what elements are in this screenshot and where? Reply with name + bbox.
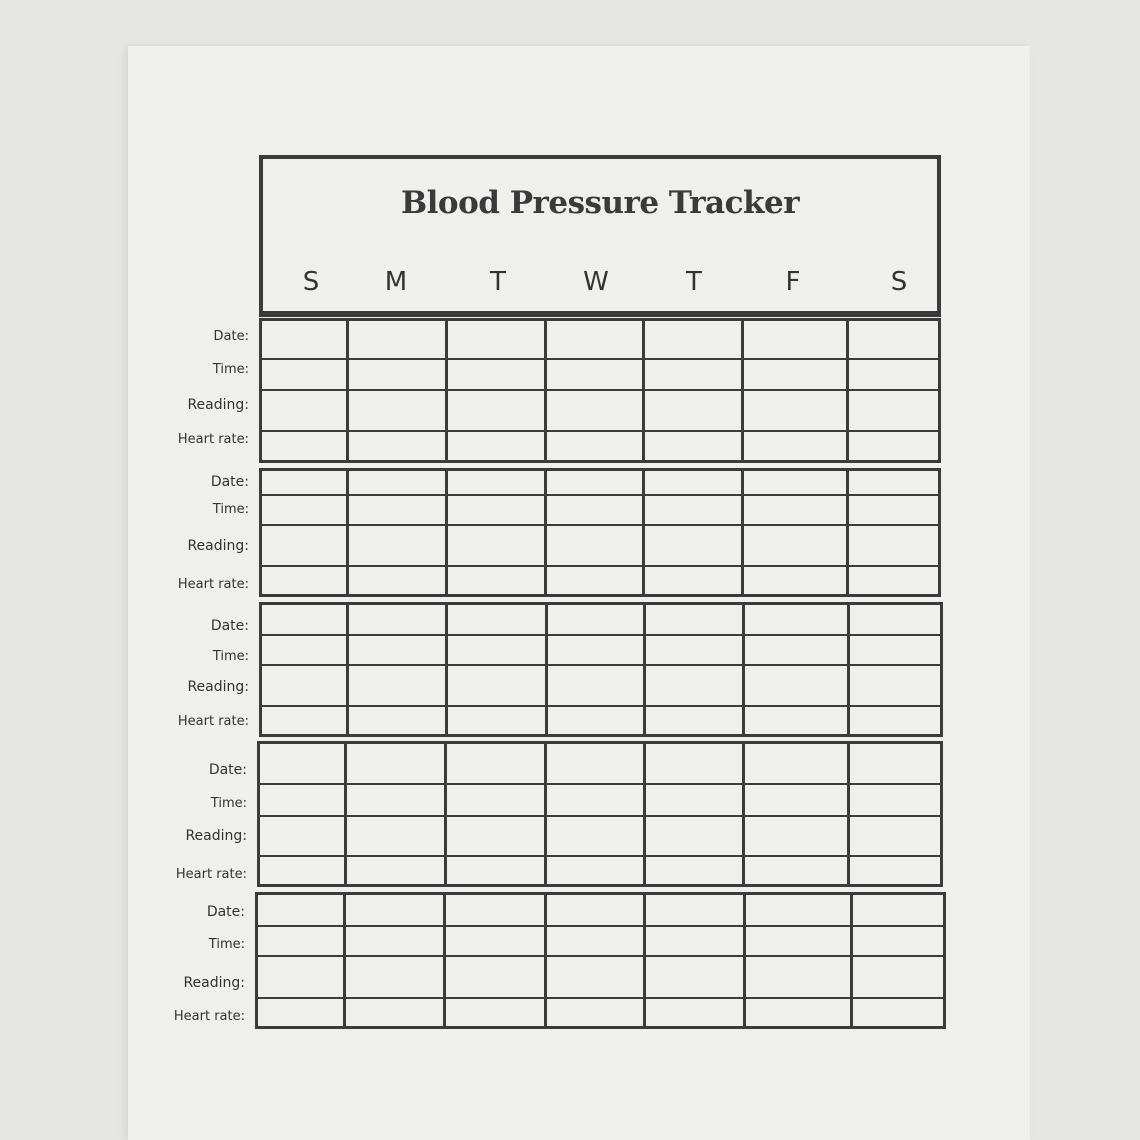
cell-reading-tue[interactable] [448, 392, 544, 429]
day-header-wednesday: W [583, 267, 609, 297]
cell-reading-sun[interactable] [262, 818, 344, 854]
cell-date-sun[interactable] [264, 321, 346, 357]
cell-reading-tue[interactable] [448, 667, 545, 704]
cell-reading-sat[interactable] [853, 958, 942, 996]
cell-heart-rate-fri[interactable] [744, 568, 846, 596]
row-divider [258, 997, 943, 999]
cell-heart-rate-fri[interactable] [745, 708, 847, 736]
row-divider [262, 664, 940, 666]
cell-time-wed[interactable] [547, 497, 642, 523]
cell-time-sun[interactable] [262, 786, 344, 814]
row-label-time: Time: [212, 502, 249, 517]
row-label-heart-rate: Heart rate: [177, 714, 249, 729]
week-block-2 [259, 468, 941, 597]
cell-time-fri[interactable] [746, 928, 849, 954]
row-label-date: Date: [206, 904, 245, 920]
cell-heart-rate-sun[interactable] [260, 1000, 343, 1028]
cell-reading-wed[interactable] [547, 958, 643, 996]
cell-reading-sat[interactable] [850, 818, 939, 854]
cell-time-wed[interactable] [548, 637, 643, 663]
cell-heart-rate-sat[interactable] [850, 858, 939, 886]
cell-heart-rate-tue[interactable] [447, 858, 544, 886]
row-divider [262, 494, 938, 496]
cell-date-thu[interactable] [646, 895, 743, 924]
cell-heart-rate-tue[interactable] [448, 568, 544, 596]
cell-heart-rate-fri[interactable] [744, 433, 846, 462]
cell-date-wed[interactable] [547, 744, 643, 782]
cell-reading-mon[interactable] [349, 667, 446, 704]
cell-heart-rate-mon[interactable] [346, 1000, 444, 1028]
row-label-date: Date: [208, 762, 247, 778]
row-label-date: Date: [210, 618, 249, 634]
cell-time-fri[interactable] [744, 497, 846, 523]
cell-date-fri[interactable] [745, 744, 847, 782]
cell-reading-mon[interactable] [349, 392, 445, 429]
cell-reading-tue[interactable] [447, 818, 544, 854]
cell-heart-rate-fri[interactable] [746, 1000, 849, 1028]
cell-time-thu[interactable] [645, 497, 741, 523]
cell-time-sat[interactable] [849, 361, 937, 388]
cell-heart-rate-sun[interactable] [264, 433, 346, 462]
row-label-time: Time: [212, 362, 249, 377]
cell-time-sat[interactable] [850, 637, 939, 663]
cell-time-sat[interactable] [849, 497, 937, 523]
row-divider [262, 634, 940, 636]
cell-date-tue[interactable] [448, 321, 544, 357]
cell-time-thu[interactable] [645, 361, 741, 388]
cell-reading-wed[interactable] [547, 392, 642, 429]
cell-date-sat[interactable] [850, 744, 939, 782]
row-label-time: Time: [208, 937, 245, 952]
cell-time-sat[interactable] [853, 928, 942, 954]
cell-reading-wed[interactable] [547, 527, 642, 564]
cell-reading-tue[interactable] [446, 958, 544, 996]
cell-reading-sun[interactable] [260, 958, 343, 996]
day-header-tuesday: T [490, 267, 506, 297]
cell-time-tue[interactable] [448, 361, 544, 388]
cell-time-sat[interactable] [850, 786, 939, 814]
cell-date-fri[interactable] [745, 605, 847, 633]
row-label-reading: Reading: [187, 397, 249, 413]
cell-reading-thu[interactable] [645, 527, 741, 564]
row-divider [262, 389, 938, 391]
cell-heart-rate-fri[interactable] [745, 858, 847, 886]
cell-reading-mon[interactable] [347, 818, 444, 854]
cell-reading-thu[interactable] [645, 392, 741, 429]
cell-time-sun[interactable] [264, 637, 346, 663]
cell-date-fri[interactable] [744, 471, 846, 493]
cell-reading-thu[interactable] [646, 958, 743, 996]
cell-reading-sun[interactable] [264, 392, 346, 429]
cell-date-sat[interactable] [853, 895, 942, 924]
cell-date-wed[interactable] [547, 471, 642, 493]
cell-date-wed[interactable] [547, 895, 643, 924]
cell-reading-fri[interactable] [746, 958, 849, 996]
cell-date-sun[interactable] [264, 471, 346, 493]
cell-date-sun[interactable] [260, 895, 343, 924]
tracker-header [259, 155, 941, 317]
cell-heart-rate-thu[interactable] [645, 433, 741, 462]
cell-time-sun[interactable] [264, 497, 346, 523]
week-block-1 [259, 318, 941, 463]
cell-reading-sat[interactable] [849, 527, 937, 564]
row-label-reading: Reading: [187, 679, 249, 695]
cell-reading-fri[interactable] [744, 392, 846, 429]
cell-heart-rate-tue[interactable] [446, 1000, 544, 1028]
cell-heart-rate-mon[interactable] [349, 433, 445, 462]
day-header-saturday: S [890, 267, 908, 297]
row-divider [258, 955, 943, 957]
cell-reading-fri[interactable] [745, 667, 847, 704]
row-label-time: Time: [210, 796, 247, 811]
cell-date-mon[interactable] [349, 321, 445, 357]
cell-date-mon[interactable] [349, 471, 445, 493]
cell-time-thu[interactable] [646, 928, 743, 954]
cell-heart-rate-mon[interactable] [347, 858, 444, 886]
cell-date-tue[interactable] [448, 471, 544, 493]
cell-date-thu[interactable] [645, 321, 741, 357]
cell-heart-rate-sat[interactable] [849, 568, 937, 596]
row-label-time: Time: [212, 649, 249, 664]
cell-reading-fri[interactable] [744, 527, 846, 564]
row-divider [260, 855, 940, 857]
cell-reading-sun[interactable] [264, 527, 346, 564]
cell-time-thu[interactable] [646, 786, 742, 814]
cell-time-sun[interactable] [264, 361, 346, 388]
cell-time-wed[interactable] [547, 786, 643, 814]
cell-time-tue[interactable] [446, 928, 544, 954]
cell-time-mon[interactable] [349, 497, 445, 523]
row-label-reading: Reading: [187, 538, 249, 554]
day-header-friday: F [785, 267, 801, 297]
cell-heart-rate-sat[interactable] [850, 708, 939, 736]
cell-date-fri[interactable] [744, 321, 846, 357]
cell-heart-rate-thu[interactable] [646, 1000, 743, 1028]
row-label-heart-rate: Heart rate: [173, 1009, 245, 1024]
cell-date-sat[interactable] [850, 605, 939, 633]
cell-time-tue[interactable] [448, 497, 544, 523]
cell-reading-thu[interactable] [646, 818, 742, 854]
cell-time-mon[interactable] [346, 928, 444, 954]
row-divider [262, 565, 938, 567]
cell-date-wed[interactable] [547, 321, 642, 357]
cell-date-tue[interactable] [446, 895, 544, 924]
day-header-monday: M [384, 267, 408, 297]
cell-time-mon[interactable] [349, 637, 446, 663]
cell-time-sun[interactable] [260, 928, 343, 954]
cell-time-tue[interactable] [448, 637, 545, 663]
cell-reading-thu[interactable] [646, 667, 742, 704]
cell-date-thu[interactable] [645, 471, 741, 493]
cell-heart-rate-thu[interactable] [646, 708, 742, 736]
day-header-sunday: S [302, 267, 320, 297]
cell-date-sat[interactable] [849, 321, 937, 357]
week-block-4 [257, 741, 943, 887]
row-divider [262, 430, 938, 432]
row-label-date: Date: [213, 329, 249, 344]
row-divider [262, 358, 938, 360]
row-divider [258, 925, 943, 927]
cell-heart-rate-sun[interactable] [264, 568, 346, 596]
row-label-heart-rate: Heart rate: [177, 432, 249, 447]
row-label-reading: Reading: [183, 975, 245, 991]
cell-date-mon[interactable] [346, 895, 444, 924]
row-divider [260, 815, 940, 817]
cell-heart-rate-sat[interactable] [849, 433, 937, 462]
cell-reading-wed[interactable] [547, 818, 643, 854]
cell-date-sun[interactable] [264, 605, 346, 633]
cell-time-fri[interactable] [745, 786, 847, 814]
cell-date-fri[interactable] [746, 895, 849, 924]
day-header-thursday: T [686, 267, 702, 297]
week-block-5 [255, 892, 946, 1029]
cell-reading-sat[interactable] [850, 667, 939, 704]
cell-heart-rate-wed[interactable] [547, 568, 642, 596]
cell-reading-tue[interactable] [448, 527, 544, 564]
cell-time-fri[interactable] [745, 637, 847, 663]
cell-heart-rate-wed[interactable] [547, 1000, 643, 1028]
cell-time-fri[interactable] [744, 361, 846, 388]
cell-heart-rate-mon[interactable] [349, 568, 445, 596]
cell-date-sun[interactable] [262, 744, 344, 782]
cell-date-tue[interactable] [448, 605, 545, 633]
cell-time-wed[interactable] [547, 928, 643, 954]
cell-heart-rate-tue[interactable] [448, 433, 544, 462]
cell-heart-rate-wed[interactable] [547, 858, 643, 886]
cell-reading-fri[interactable] [745, 818, 847, 854]
row-divider [262, 705, 940, 707]
cell-date-tue[interactable] [447, 744, 544, 782]
row-label-heart-rate: Heart rate: [175, 867, 247, 882]
cell-heart-rate-sun[interactable] [264, 708, 346, 736]
row-label-reading: Reading: [185, 828, 247, 844]
row-label-heart-rate: Heart rate: [177, 577, 249, 592]
cell-reading-sat[interactable] [849, 392, 937, 429]
cell-heart-rate-thu[interactable] [646, 858, 742, 886]
cell-reading-sun[interactable] [264, 667, 346, 704]
cell-heart-rate-tue[interactable] [448, 708, 545, 736]
cell-time-mon[interactable] [349, 361, 445, 388]
cell-time-tue[interactable] [447, 786, 544, 814]
cell-time-wed[interactable] [547, 361, 642, 388]
cell-time-mon[interactable] [347, 786, 444, 814]
cell-date-mon[interactable] [347, 744, 444, 782]
row-divider [262, 524, 938, 526]
week-block-3 [259, 602, 943, 737]
cell-reading-mon[interactable] [349, 527, 445, 564]
cell-date-sat[interactable] [849, 471, 937, 493]
cell-heart-rate-sat[interactable] [853, 1000, 942, 1028]
cell-reading-mon[interactable] [346, 958, 444, 996]
tracker-title: Blood Pressure Tracker [400, 185, 800, 221]
row-label-date: Date: [210, 474, 249, 490]
cell-heart-rate-mon[interactable] [349, 708, 446, 736]
cell-heart-rate-sun[interactable] [262, 858, 344, 886]
cell-date-thu[interactable] [646, 744, 742, 782]
cell-heart-rate-thu[interactable] [645, 568, 741, 596]
cell-date-wed[interactable] [548, 605, 643, 633]
cell-date-thu[interactable] [646, 605, 742, 633]
cell-date-mon[interactable] [349, 605, 446, 633]
cell-reading-wed[interactable] [548, 667, 643, 704]
cell-heart-rate-wed[interactable] [548, 708, 643, 736]
row-divider [260, 783, 940, 785]
cell-heart-rate-wed[interactable] [547, 433, 642, 462]
cell-time-thu[interactable] [646, 637, 742, 663]
